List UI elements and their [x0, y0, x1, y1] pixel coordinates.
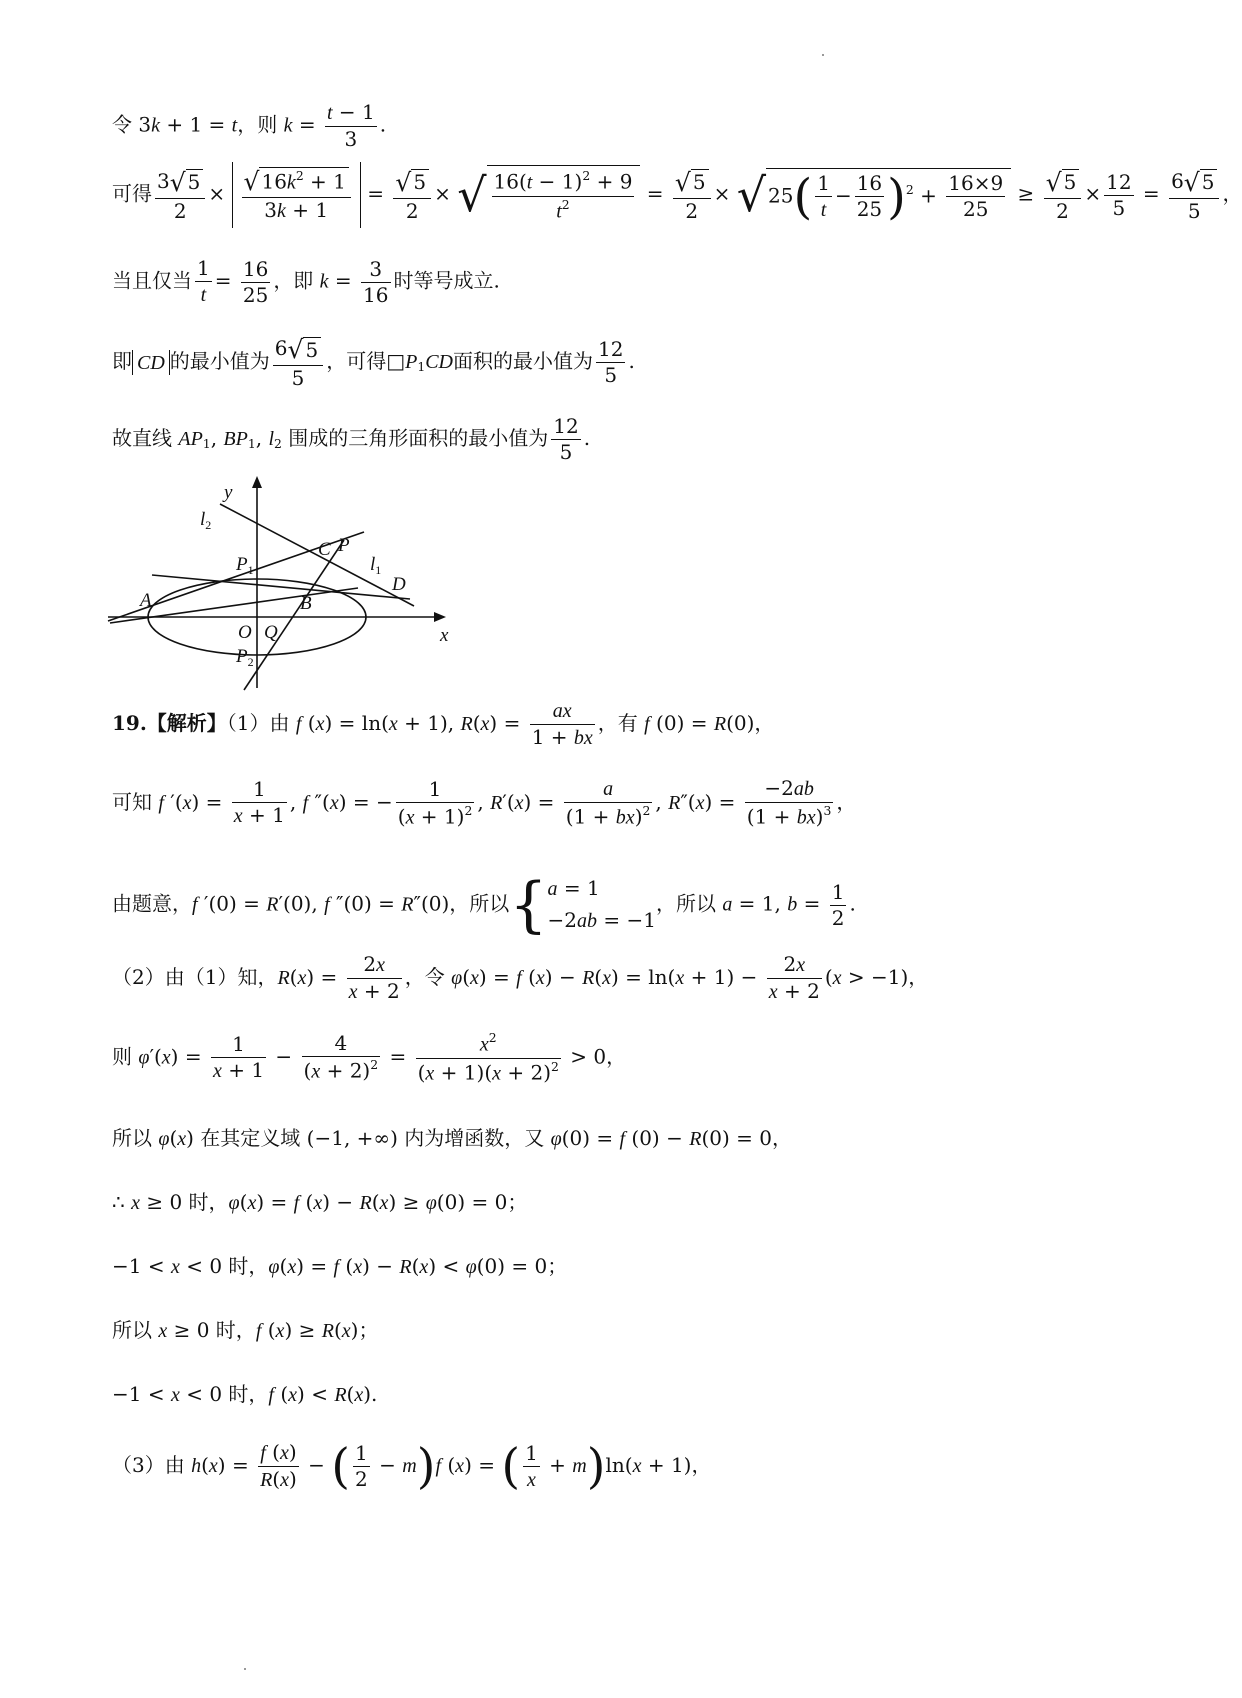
part2-line3: 所以 φ(x) 在其定义域 (−1, +∞) 内为增函数，又 φ(0) = f (0) − R(0) = 0， [112, 1126, 792, 1150]
label-l1: $l_1$ [370, 554, 382, 577]
ellipse-diagram [104, 478, 464, 690]
label-p1: $P_1$ [236, 554, 254, 577]
part2-line4: ∴ x ≥ 0 时，φ(x) = f (x) − R(x) ≥ φ(0) = 0； [112, 1190, 528, 1214]
label-p: P [338, 535, 350, 556]
label-a: A [140, 590, 152, 611]
scan-dot [822, 54, 824, 56]
label-x: x [440, 625, 449, 646]
label-b: B [300, 593, 312, 614]
line-p2-p [244, 540, 344, 690]
label-p2: $P_2$ [236, 646, 254, 669]
label-y: y [224, 482, 233, 503]
part2-line1: （2）由（1）知，R(x) = $\frac{2x}{x + 2}$ ，令 φ(x) = f (x) − R(x) = ln(x + 1) − $\frac{2x}{x + 2}$ (x > −1)， [112, 952, 929, 1003]
inequality-line: 可得 $\frac{3√ 5}{2}$ × $\frac{√ 16k^2 + 1}{3k + 1}$ = $\frac{√ 5}{2}$ × √ $\frac{16(t - 1)^2 + 9}{t^2}$ = $\frac{√ 5}{2}$ × √ 25( $\frac{1}{t}$ − $\frac{16}{25}$ )$^2$ + $\frac{16\times 9}{25}$ ≥ $\frac{√ 5}{2}$ × $\frac{12}{5}$ = $\frac{6√ 5}{5}$ ， [112, 162, 1242, 228]
x-axis-arrow [434, 612, 446, 622]
min-cd-line: 即 CD 的最小值为 $\frac{6√ 5}{5}$ ，可得$□P_1CD$面积的最小值为 $\frac{12}{5}$ . [112, 335, 635, 391]
label-d: D [392, 574, 406, 595]
label-l2: $l_2$ [200, 509, 212, 532]
label-q: Q [264, 622, 278, 643]
part3-line1: （3）由 h(x) = $\frac{f (x)}{R(x)}$ − ( $\frac{1}{2}$ − m)f (x) = ( $\frac{1}{x}$ + m)ln(x + 1)， [112, 1438, 712, 1495]
substitution-line: 令 3k + 1 = t，则 k = $\frac{t - 1}{3}$ . [112, 100, 387, 151]
part2-line5: −1 < x < 0 时，φ(x) = f (x) − R(x) < φ(0) = 0； [112, 1254, 568, 1278]
equality-condition-line: 当且仅当 $\frac{1}{t}$ = $\frac{16}{25}$ ，即 k = $\frac{3}{16}$ 时等号成立. [112, 256, 500, 307]
part1-line1: 19.【解析】（1）由 f (x) = ln(x + 1), R(x) = $\frac{ax}{1 + bx}$ ，有 f (0) = R(0)， [112, 700, 775, 749]
solution-header: 19.【解析】 [112, 711, 227, 735]
y-axis-arrow [252, 476, 262, 488]
part1-line2: 可知 f ′(x) = $\frac{1}{x + 1}$ , f ″(x) = − $\frac{1}{(x + 1)^2}$ , R′(x) = $\frac{a}{(1 + bx)^2}$ , R″(x) = $\frac{-2ab}{(1 + bx)^3}$ ， [112, 776, 857, 829]
conclusion-line: 故直线 $AP_1$, $BP_1$, $l_2$ 围成的三角形面积的最小值为 $\frac{12}{5}$ . [112, 414, 591, 464]
part2-line2: 则 φ′(x) = $\frac{1}{x + 1}$ − $\frac{4}{(x + 2)^2}$ = $\frac{x^2}{(x + 1)(x + 2)^2}$ > 0， [112, 1030, 627, 1085]
scan-dot [244, 1668, 246, 1670]
label-o: O [238, 622, 252, 643]
part1-line3: 由题意，f ′(0) = R′(0), f ″(0) = R″(0)，所以{ a = 1 −2ab = −1 ，所以 a = 1, b = $\frac{1}{2}$ . [112, 870, 856, 940]
part2-line6: 所以 x ≥ 0 时，f (x) ≥ R(x)； [112, 1318, 379, 1342]
label-c: C [318, 539, 331, 560]
part2-line7: −1 < x < 0 时，f (x) < R(x). [112, 1382, 378, 1406]
